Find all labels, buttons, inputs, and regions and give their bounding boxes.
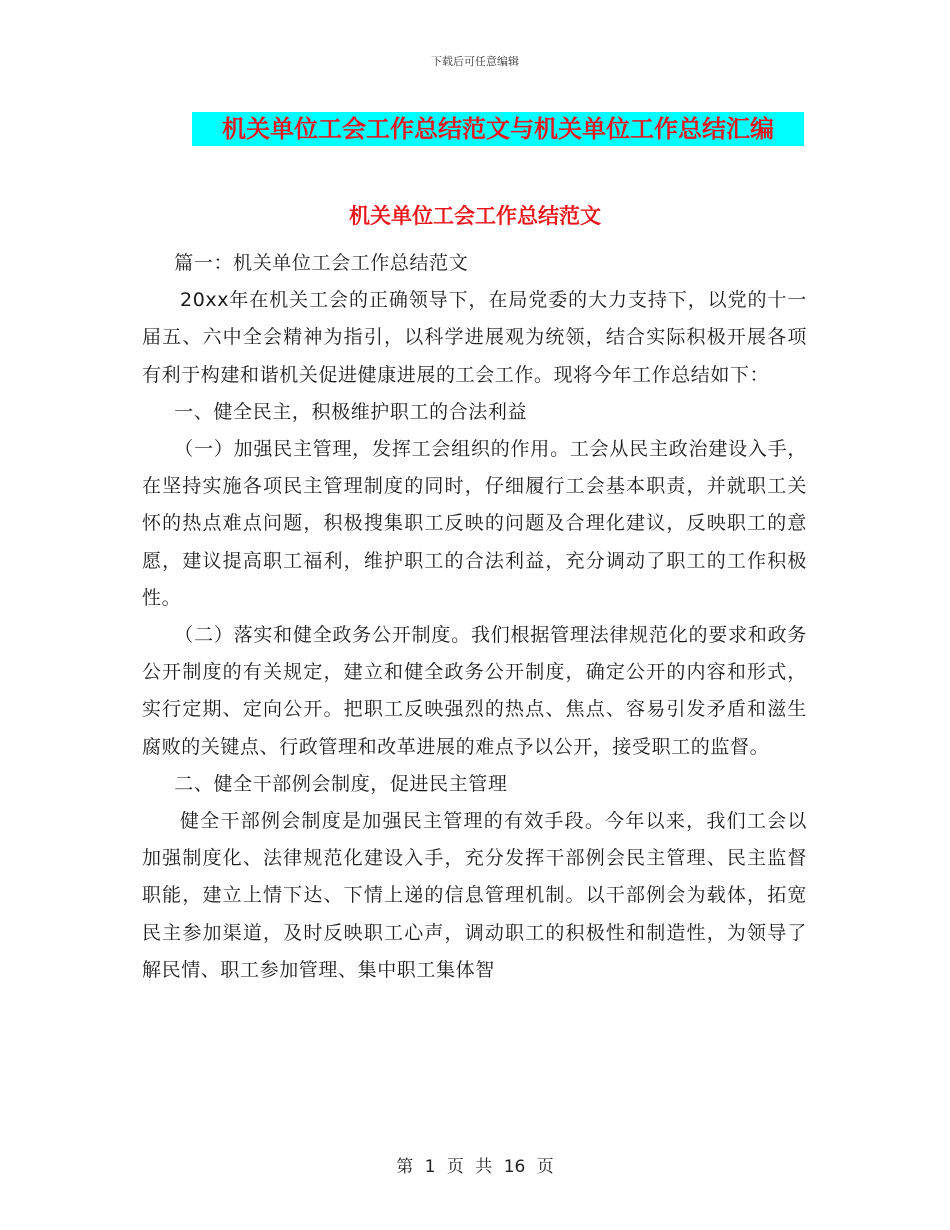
- paragraph-open-affairs: （二）落实和健全政务公开制度。我们根据管理法律规范化的要求和政务公开制度的有关规定，建立和健全政务公开制度，确定公开的内容和形式，实行定期、定向公开。把职工反映强烈的热点、焦点、容易引发矛盾和滋生腐败的关键点、行政管理和改革进展的难点予以公开，接受职工的监督。: [142, 624, 807, 758]
- section-heading-2: 二、健全干部例会制度，促进民主管理: [174, 772, 508, 795]
- paragraph-cadre-meeting: 健全干部例会制度是加强民主管理的有效手段。今年以来，我们工会以加强制度化、法律规范化建设入手，充分发挥干部例会民主管理、民主监督职能，建立上情下达、下情上递的信息管理机制。以干部例会为载体，拓宽民主参加渠道，及时反映职工心声，调动职工的积极性和制造性，为领导了解民情、职工参加管理、集中职工集体智: [142, 810, 807, 981]
- header-note: 下载后可任意编辑: [431, 55, 519, 68]
- intro-paragraph: 20xx年在机关工会的正确领导下，在局党委的大力支持下，以党的十一届五、六中全会精神为指引，以科学进展观为统领，结合实际积极开展各项有利于构建和谐机关促进健康进展的工会工作。现将今年工作总结如下：: [142, 289, 807, 386]
- paragraph-democratic-management: （一）加强民主管理，发挥工会组织的作用。工会从民主政治建设入手，在坚持实施各项民主管理制度的同时，仔细履行工会基本职责，并就职工关怀的热点难点问题，积极搜集职工反映的问题及合理化建议，反映职工的意愿，建议提高职工福利，维护职工的合法利益，充分调动了职工的工作积极性。: [142, 438, 807, 609]
- section-heading-1: 一、健全民主，积极维护职工的合法利益: [174, 400, 528, 423]
- article-heading: 篇一：机关单位工会工作总结范文: [174, 252, 469, 274]
- page-number: 第 1 页 共 16 页: [396, 1157, 554, 1177]
- main-title: 机关单位工会工作总结范文与机关单位工作总结汇编: [222, 115, 774, 143]
- section-title: 机关单位工会工作总结范文: [349, 204, 601, 228]
- document-body: [142, 245, 807, 989]
